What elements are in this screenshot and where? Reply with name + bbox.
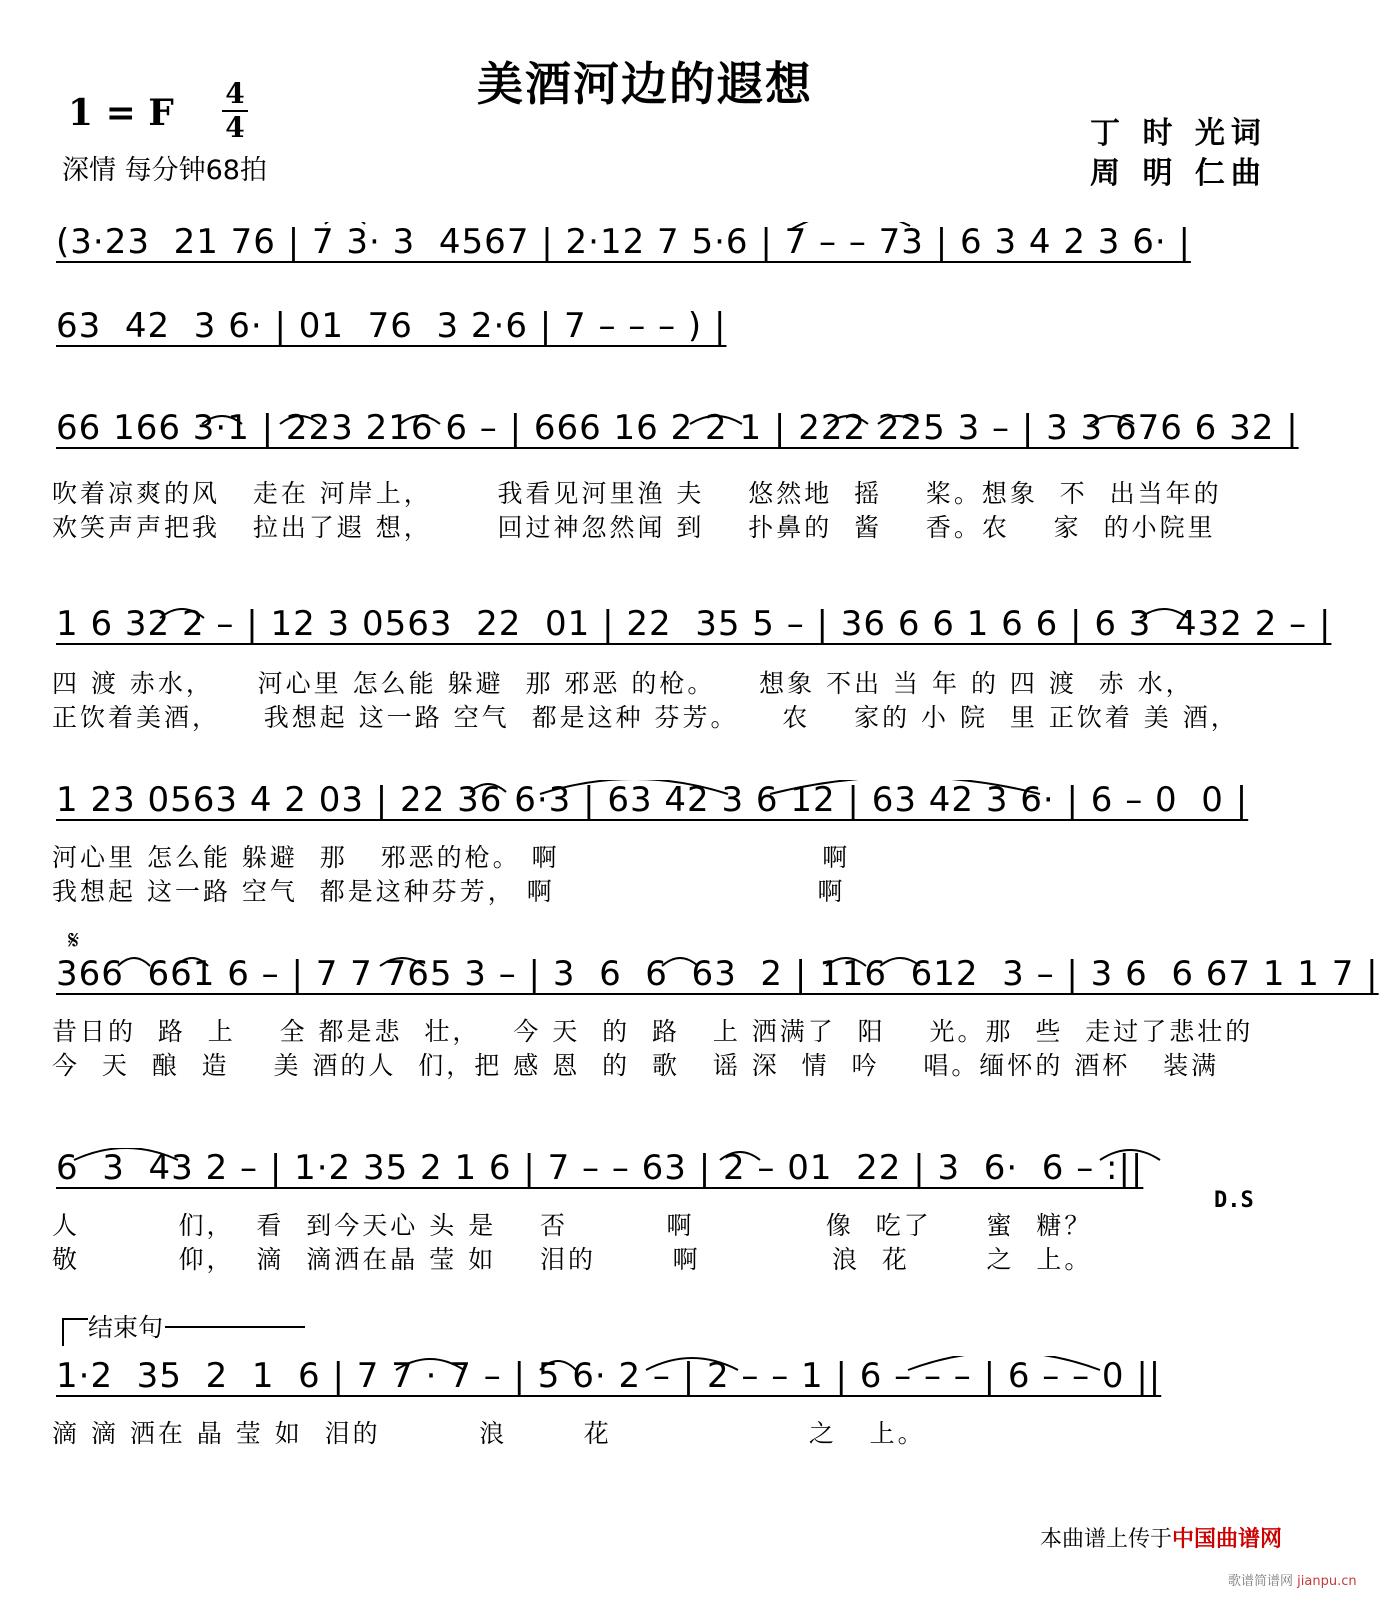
lyrics-verse-1: 吹着凉爽的风 走在 河岸上， 我看见河里渔 夫 悠然地 摇 桨。想象 不 出当年的 (52, 479, 1222, 508)
dal-segno-marking: D.S (1214, 1188, 1254, 1213)
footer-brand: 中国曲谱网 (1172, 1527, 1283, 1552)
coda-bracket (62, 1318, 88, 1346)
staff-notes: (3·23 21 76 | 7 3· 3 4567 | 2·12 7 5·6 | 7 – – 73 | 6 3 4 2 3 6· | (56, 222, 1191, 262)
coda-label-text: 结束句 (88, 1313, 164, 1342)
time-signature-bottom: 4 (225, 111, 245, 144)
composer-credit: 周 明 仁曲 (1090, 156, 1267, 191)
footer-text: 本曲谱上传于 (1040, 1527, 1173, 1552)
staff-notes: 6 3 43 2 – | 1·2 35 2 1 6 | 7 – – 63 | 2 – 01 22 | 3 6· 6 – :|| (56, 1148, 1144, 1188)
lyrics-verse-1: 四 渡 赤水， 河心里 怎么能 躲避 那 邪恶 的枪。 想象 不出 当 年 的 四 渡 赤 水， (52, 669, 1194, 698)
lyrics-verse-2: 敬 仰， 滴 滴洒在晶 莹 如 泪的 啊 浪 花 之 上。 (52, 1245, 1093, 1274)
upload-footer (1040, 1522, 1282, 1553)
tempo-marking: 深情 每分钟68拍 (62, 155, 267, 186)
staff-notes: 366 661 6 – | 7 7 765 3 – | 3 6 6 63 2 | 116 612 3 – | 3 6 6 67 1 1 7 | (56, 954, 1379, 994)
lyrics-verse-1: 昔日的 路 上 全 都是悲 壮， 今 天 的 路 上 洒满了 阳 光。那 些 走过了悲壮的 (52, 1017, 1254, 1046)
time-signature-top: 4 (225, 77, 245, 110)
lyrics-verse-2: 正饮着美酒， 我想起 这一路 空气 都是这种 芬芳。 农 家的 小 院 里 正饮着 美 酒， (52, 703, 1239, 732)
watermark-text: 歌谱简谱网 (1228, 1574, 1294, 1589)
lyrics-verse-2: 我想起 这一路 空气 都是这种芬芳， 啊 啊 (52, 877, 846, 906)
staff-notes: 1·2 35 2 1 6 | 7 7 · 7 – | 5 6· 2 – | 2 – – 1 | 6 – – – | 6 – – 0 || (56, 1356, 1162, 1396)
slur-marks (0, 222, 1380, 302)
segno-symbol: 𝄋 (68, 926, 80, 956)
song-title: 美酒河边的遐想 (477, 57, 813, 111)
lyrics-verse-1: 人 们， 看 到今天心 头 是 否 啊 像 吃了 蜜 糖？ (52, 1211, 1093, 1240)
lyrics-verse-2: 欢笑声声把我 拉出了遐 想， 回过神忽然闻 到 扑鼻的 酱 香。农 家 的小院里 (52, 513, 1216, 542)
staff-notes: 63 42 3 6· | 01 76 3 2·6 | 7 – – – ) | (56, 306, 727, 346)
staff-notes: 1 23 0563 4 2 03 | 22 36 6·3 | 63 42 3 6 12 | 63 42 3 6· | 6 – 0 0 | (56, 780, 1249, 820)
staff-line-1 (0, 222, 1380, 302)
lyrics-coda: 滴 滴 洒在 晶 莹 如 泪的 浪 花 之 上。 (52, 1419, 926, 1448)
staff-line-2 (0, 306, 1380, 386)
lyrics-verse-2: 今 天 酿 造 美 酒的人 们，把 感 恩 的 歌 谣 深 情 吟 唱。缅怀的 酒杯 装满 (52, 1051, 1220, 1080)
site-watermark (1228, 1570, 1357, 1589)
watermark-url: jianpu.cn (1297, 1574, 1357, 1589)
coda-rule (165, 1326, 305, 1328)
key-signature: 1 = F (68, 92, 174, 134)
lyrics-verse-1: 河心里 怎么能 躲避 那 邪恶的枪。 啊 啊 (52, 843, 851, 872)
staff-notes: 66 166 3·1 | 223 216 6 – | 666 16 2 2 1 | 222 225 3 – | 3 3 676 6 32 | (56, 408, 1299, 448)
lyricist-credit: 丁 时 光词 (1090, 116, 1267, 151)
time-signature (218, 78, 252, 144)
coda-section-label (62, 1308, 305, 1346)
staff-notes: 1 6 32 2 – | 12 3 0563 22 01 | 22 35 5 – | 36 6 6 1 6 6 | 6 3 432 2 – | (56, 604, 1332, 644)
